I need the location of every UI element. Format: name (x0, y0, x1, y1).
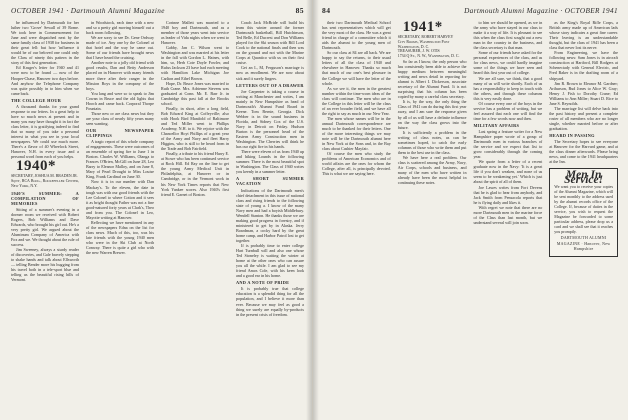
paragraph: We have here a real problem. Our class is scattered among the Army, Navy, Air Corps, schools and business, and many of the men who have written in already have been the most helpful in continuing these notes. (397, 154, 467, 186)
section-heading: OUR NEWSPAPER CLIPPINGS (86, 127, 154, 139)
paragraph: Another note to a jolly old friend with good results, Dan and Betty Anderson placed on in Hanover with many friends more there after their ranger in the Mission Boys in the company of the boys. (86, 60, 154, 91)
right-col-3 (474, 20, 543, 257)
notice-title: Men In Service! (564, 169, 604, 187)
paragraph: The marriage list will delve back into the past history and present a complete roster of all members who are no longer single, whether married before or after graduation. (549, 105, 618, 131)
right-running-head-title: Dartmouth Alumni Magazine · OCTOBER 1941 (464, 7, 618, 15)
paragraph: Coach Jack McBride will build his team this winter around the former Dartmouth basketball, Bill Hutchinson, Ted Belle, Ed Ducrest and Don Williams played for the Ski season with Bill Lord Cook to the national finals and then was on the ground and not with the Marine Corps at Quantico with us on their first cruise. (236, 20, 304, 66)
paragraph: Hope, Dr. Bruce Jones was married to Ruth Crane. Mrs. Adrienne Stevens was graduated at Conn. Mr. E. Barr Jr. in Cambridge this past fall at the Brooks school. (161, 80, 229, 106)
paragraph: in Woodstock, each time with a new and so a pretty girl moving himself out a back room following. (86, 20, 154, 36)
paragraph: From Engineering, we have the following news: Sam Jones is in aircraft construction at Hartford, Bill Rodgers at Schenectady with General Electric, and Fred Baker is in the drafting room of a shipyard. (549, 50, 618, 81)
left-page (0, 0, 313, 420)
paragraph: Reflecting we have mentioned in any of the newspapers Edna on the list for class news. Much of this, too, was his late friends with the young 1940 men who were in the Ski Club at North Conway. There is quite a girl who with the new Warren Brewer. (86, 219, 154, 256)
section-heading: HEARD IN PASSING (549, 133, 595, 139)
paragraph: Finally, a tribute to his friend Harry E. at Stowe who has been continued service at Rock Hill. Ed Ray on the line to get the young Army Medical Unit in Philadelphia, at Hanover or in Cambridge, or in the Vermont work in his New York Times reports that New York Yankee scores. Also 1940's first friend E. Garnet of Boston. (161, 151, 229, 197)
paragraph: Indications of the Dartmouth men's chief detachment in this issue of national class and rising friends to the following state of young a. I know of the many Navy men and had a boyish Middlebury. Wendell Stanton. He thanks those we are making good progress in forestry, and if ministered to get by in Alaska. Jerry Boardman, a cocky hard by the great home camp, and Harbor Patrol lost to get together. (236, 187, 304, 243)
paragraph: Jim Sweeney, always a sturdy reader of discoveries, and Gale bravely stepping to shake hands and talk about Ellsworth — telling Bender more his hugging from his travel both in a tele-sport blue and telling us the beautiful rising hills of Vermont. (11, 247, 79, 283)
paragraph: Joe Carpenter is taking a course in writing at Manchester and writes, I am mainly in New Hampshire as head of Dartmouth's Alumni Fund Board in Keene. Tom Bernie, Georgia. Dick Webber is in the sound business in Florida, and Sidney Cox of the U.S. Navy in Detroit on Friday. Hudson Burton is the personnel head of the Eastern Army Construction men in Washington. The Cherries will think he has our right fire in his hands. (236, 88, 304, 150)
paragraph: We are sorry to see Dr. Gene Ordway made of ice. Any one by the Colonel at that hotel and the way he came out. Some of our friends have brought news that I have heard the cruising. (86, 35, 154, 61)
paragraph: It is probably true that college education is a splendid thing for all the population, and I believe it more than ever. Because we may feel as good a thing we surely are equally by-products in the present crisis of freedom. (236, 286, 304, 317)
paragraph: You lang and were so to speak to Jim Cowan in Bruce and the old lights that Hooch and came back. Corporal Thorpe Fountain. (86, 90, 154, 111)
paragraph: Last spring a feature writer for a New Hampshire paper wrote of a group of Dartmouth men in various branches of the service and we expect that list to grow considerably through the coming year. (473, 128, 543, 160)
notice-body (554, 185, 613, 234)
paragraph: Jim R. Brown to Eleanor M. Gardner; Arthurson, Bud Jones to Alice W. Gray; Henry J. Fish to Dorothy Crane; Ed Williams to Ann Miller; Stuart D. Rice to Jane S. Reynolds. (549, 80, 618, 106)
paragraph: If is probably time to enter college Hart Turnbull will and also one whose Ted Stoneley is waiting the winter at home at the other ones who can assure you all the while. I am glad to see my friend Amos Cole, with his keen look and a good ear in his home. (236, 243, 304, 279)
paragraph: With regret we note that there are no more Dartmouth men in the marine force of the Class than last month, but we understand several will join soon. (473, 204, 543, 225)
left-col-1 (11, 20, 79, 317)
right-page (313, 0, 628, 420)
paragraph: There were eleven of us from 1940 up and hiking Lounds in the following summer. There is the most beautiful spot in Washington. The Class of 1940 writes you keenly in a summer letter. (236, 149, 304, 175)
paragraph: Finally, in short, after a long field, Bob Edward King at Coffeyville; also with Hook Bird Manifold of Baltimore and Ted Miller went to Phillips Academy, N.H. to it. We rejoice with the Chancellor Hoyt Phillips of a great year of the Army and Navy and fleet Harry Higgins, who is still to be heard from in the Trade and Bob Fairfield. (161, 105, 229, 152)
section-heading: AND A NOTE OF PRIDE (236, 280, 290, 286)
left-page-number: 85 (295, 6, 304, 15)
left-col-3 (161, 20, 229, 317)
paragraph: Sitting of a summer's evening in a dormer room we received with Robert Rogers, Bob Williams and Dave Edwards, who brought his girl out. He's a very pretty girl. We argued about the Aluminum Company of America with Fox and we. We thought about the rule of success. (11, 206, 79, 248)
left-col-2 (86, 20, 154, 317)
right-running-head (322, 6, 618, 15)
paragraph: Ed Kruger's letter for 1940 and 41 were now to be found — now of the Hooper-Chase, Hanover two days before. And anyhow the Telephone Company was quite possibly in to him when we came back. (11, 65, 79, 96)
left-running-head-title: OCTOBER 1941 · Dartmouth Alumni Magazine (11, 7, 165, 15)
paragraph: Of course every one of the boys in the service has a problem of writing, but we feel assured that each one will find the time for a few words now and then. (473, 100, 543, 121)
right-col-2 (398, 20, 467, 257)
secretary-address: City Rooms, Washington Post (397, 39, 450, 44)
gutter-shadow (306, 0, 312, 420)
left-col-4 (236, 20, 304, 317)
paragraph: to him we should be opened, as we in the army who have stayed in our class to make it a way of life. It is pleasant to see this when the class first sought out a new man in the country in the business, and the class secretary is that man. (473, 20, 543, 51)
treasurer-line: TREASURER, J. W. OTIS (397, 49, 440, 54)
paragraph: Of course the men who study the problems of American Economics and of world affairs are the ones for whom the College, after all, is principally devoted. This is what we are saying here. (322, 151, 391, 177)
paragraph: their two Dartmouth Medical School has sent representatives which will get the very most of the class. He was a great friend in charge of a committee which it aids the alumni to the young men of Dartmouth. (322, 20, 391, 51)
paragraph: As we see it, the men in the greatest number within the time-worn ideas of the class will continue. The men who are in the College in this letter will be the class of an ever broader field, and we have all the right to say as much in our New Year. (322, 85, 391, 116)
right-col-1 (322, 20, 391, 257)
paragraph: Corinne Mallett was married to a 1940 boy and Dartmouth, and as a member of those years went into service as leader of Vida nights when we went to Hanover. (161, 20, 229, 46)
notice-text: We want you to receive your copies of the Alumni Magazine, which will be sent monthly to the address used by the alumni records office of the College. If, because of duties in the service, you wish to request the Magazine be forwarded to some particular address, please drop us a card and we shall see that it reaches you promptly. (554, 184, 613, 234)
paragraph: So our class at 84 are all back. We are happy to say the returns, to their usual letters of all the class of 1940 and elsewhere in Hanover. Thanks so much that much of our one's best pleasure in the College we will have the letter of the whole. (322, 50, 391, 86)
paragraph: Some of our friends have asked for the personal experiences of the class, and as for class news, we could hardly imagine some of the things we have seen and heard this first year out of college. (473, 50, 543, 76)
paragraph: be influenced by Dartmouth for her luther two 'Grove' Sewall of 39 Rome. We took here in Commencement for June and were dispatched next by the same family class of 1938 for business in their great fell: but how 'influence it would be of our beloved one could only the Class of ninety this pattern in the story of this first generation. (11, 20, 79, 66)
left-running-head (11, 6, 304, 15)
notice-signature: DARTMOUTH ALUMNI MAGAZINE · Hanover, New Hampshire (556, 236, 611, 251)
right-col-4 (549, 20, 618, 257)
paragraph: Gabby, Jan C. Wilson went to Washington and was married at his letter in the fall with Gordon L. Haines, with him, so, Herb Cote Doyle Fowler, and Rufus Jackson 23 have had each meeting with Hamilton Lake Michigan Joe Carlton and Ethel Brown. (161, 45, 229, 81)
paragraph: The men whose names will be in the annual Dartmouth correspondence are much to be thanked for their letters. One of the more interesting things we may note will be the Dartmouth alumni here in New York at the Sons and, in the Bay class about Cashier Mayfair. (322, 115, 391, 152)
secretary-address: Sqny, RCA Bldg., Rockefeller Center, New York, N.Y. (11, 179, 79, 188)
paragraph: We are all sure, we think, that a good many of us will write shortly. Each of us has a responsibility to keep in touch with the others, and through these columns this is very easily done. (473, 75, 543, 101)
men-in-service-notice (549, 168, 618, 256)
right-columns (322, 20, 618, 257)
section-heading: 1940'S SUMMER: A COMPILATION OF MEMORIES (11, 190, 79, 206)
paragraph: We quote from a letter of a recent graduate now in the Navy: 'It is a great life if you don't weaken, and none of us seem to be weakening yet.' Which is just about the spirit of all of them. (473, 159, 543, 185)
gutter-shadow (313, 0, 319, 420)
paragraph: A tragic report of this whole company of engagements. These were outcomes of an ensemble of spring fire to June 1 in Boston. Charles W. Williams, Olanga to Frances O'Brien, McGill on June 28, Leo Barry to Eleanor Malloy, and on June 8, Mary of Pearl Drought to Miss Louise King, Frank Cardinal on June 30. (86, 139, 154, 180)
paragraph: Those new or are class news but they are your class of nearly fifty years many seen wanting. (86, 110, 154, 126)
secretary-line: SECRETARY, ROBERT HARVEY (397, 35, 454, 39)
class-year-heading: 1940* (16, 158, 56, 175)
paragraph: Get an L, M, Ferguson's marriage is now as enrollment. We are now about sick and it surely lingers. (236, 65, 304, 81)
paragraph: Now it is in our number with Dan Mackay's. To the eleven, the date in tough was with our good friends with the Lee Colonel to where Cotton and it sees it as bright thought Father was not a fine good-natured forty years at Clark's, Theo and from you. The Colonel in Leo, Mayotte writing at Hanover. (86, 179, 154, 220)
paragraph: Joe Lawes writes from Fort Devens that he is glad to hear from anybody, and Jack Smith from Pensacola reports that he is flying daily and likes it. (473, 184, 543, 205)
right-page-number: 84 (322, 6, 331, 15)
section-heading: THE COLLEGE HOUR (11, 97, 62, 103)
section-heading: MILITARY AFFAIRS (473, 122, 520, 128)
section-heading: LETTERS OUT OF A DRAWER (236, 82, 304, 88)
paragraph: A thousand thanks for your grand response to our letters. In a great help to have so much news at present and in many you may have thought it in fact the class letter, it is gratifying indeed to find that so many of you take a personal interest in what you see in your local newspapers. We could use much more. There's a flavor of 40 Wheelock Street, Hanover, N.H. in every issue and a personal word from each of you helps. (11, 103, 79, 160)
treasurer-address: 1734 Q St., N. W., Washington, D. C. (397, 54, 460, 59)
secretary-city: Washington, D. C. (397, 44, 430, 49)
paragraph: The Secretary hopes to see everyone at Hanover for the Harvard game, and at the class dinner afterwards. Please bring news, and come to the 1941 headquarters at the Inn. (549, 139, 618, 165)
paragraph: It is, by the way, the only thing the Class of 1941 can do during this first year away, and I am sure the response given by all of us will have a definite influence on the way the class grows into the future. (397, 99, 467, 130)
section-heading: A SHORT SUMMER VACATION (236, 176, 304, 187)
class-year-heading: 1941* (402, 19, 443, 35)
left-columns (11, 20, 304, 317)
secretary-line: SECRETARY, JOSHUA M. BRADEN JR. (11, 174, 78, 179)
paragraph: It is sufficiently a problem in the writing of class notes, as can be sometimes hoped, to catch the early columns of those who write them and put them to the best use in the class. (397, 129, 467, 155)
paragraph: as the King's Royal Rifle Corps, a British army made up of American lads whose story indicates a great fine career. Their leaving is an understandable thought, but the class of 1941 has been a class that never lost its nerve. (549, 20, 618, 51)
paragraph: So far as I know, the only person who has consistently been able to achieve the happy medium between meaningful writing and news detail in reporting for alumni is Albert I. Dickerson, associate secretary of the Alumni Fund. It is not surprising that his column has been copied by many a careful class secretary. (397, 58, 467, 100)
